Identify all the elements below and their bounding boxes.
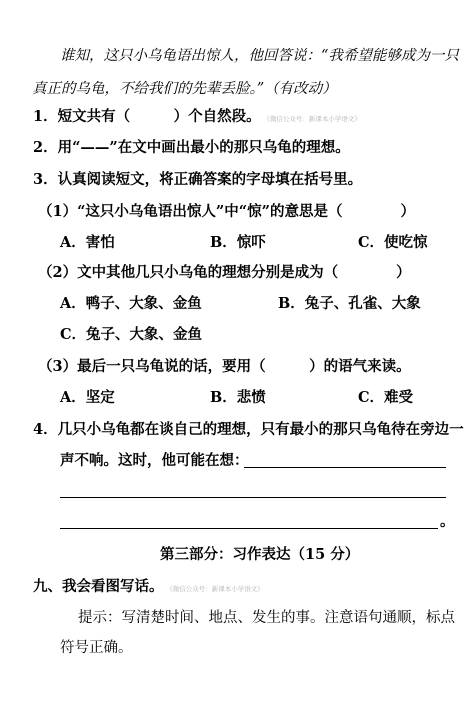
answer-line-1[interactable] xyxy=(244,467,446,468)
question-4-line-1: 4．几只小乌龟都在谈自己的理想，只有最小的那只乌龟待在旁边一 xyxy=(33,421,464,438)
question-3: 3．认真阅读短文，将正确答案的字母填在括号里。 xyxy=(33,171,363,188)
hint-line-1: 提示：写清楚时间、地点、发生的事。注意语句通顺，标点 xyxy=(78,610,455,626)
watermark: 《微信公众号：新课本小学语文》 xyxy=(169,585,264,593)
section-title: 第三部分：习作表达（15 分） xyxy=(160,546,360,563)
watermark: 《微信公众号：新课本小学语文》 xyxy=(266,115,361,123)
question-2: 2．用“——”在文中画出最小的那只乌龟的理想。 xyxy=(33,139,350,156)
option-3-2-a: A．鸭子、大象、金鱼 xyxy=(60,295,202,312)
question-9 xyxy=(33,577,264,599)
option-3-3-a: A．坚定 xyxy=(60,389,115,406)
option-3-3-b: B．悲愤 xyxy=(210,389,266,406)
question-4-line-2: 声不响。这时，他可能在想： xyxy=(60,452,249,469)
option-3-2-b: B．兔子、孔雀、大象 xyxy=(278,295,421,312)
question-3-sub-2: （2）文中其他几只小乌龟的理想分别是成为（ ） xyxy=(38,264,411,281)
passage-line-1: 谁知，这只小乌龟语出惊人，他回答说：“我希望能够成为一只 xyxy=(60,48,459,64)
question-3-sub-1: （1）“这只小乌龟语出惊人”中“惊”的意思是（ ） xyxy=(38,203,415,220)
question-3-sub-3: （3）最后一只乌龟说的话，要用（ ）的语气来读。 xyxy=(38,358,411,375)
answer-end-mark: 。 xyxy=(440,513,455,530)
question-9-text: 九、我会看图写话。 xyxy=(33,578,164,595)
option-3-1-a: A．害怕 xyxy=(60,234,115,251)
option-3-3-c: C．难受 xyxy=(358,389,414,406)
hint-line-2: 符号正确。 xyxy=(60,640,133,656)
option-3-2-c: C．兔子、大象、金鱼 xyxy=(60,326,203,343)
answer-line-2[interactable] xyxy=(60,497,446,498)
question-1-text: 1．短文共有（ ）个自然段。 xyxy=(33,108,261,125)
answer-line-3[interactable] xyxy=(60,528,438,529)
passage-line-2: 真正的乌龟，不给我们的先辈丢脸。”（有改动） xyxy=(32,81,337,97)
option-3-1-b: B．惊吓 xyxy=(210,234,266,251)
option-3-1-c: C．使吃惊 xyxy=(358,234,428,251)
question-1 xyxy=(33,107,361,129)
